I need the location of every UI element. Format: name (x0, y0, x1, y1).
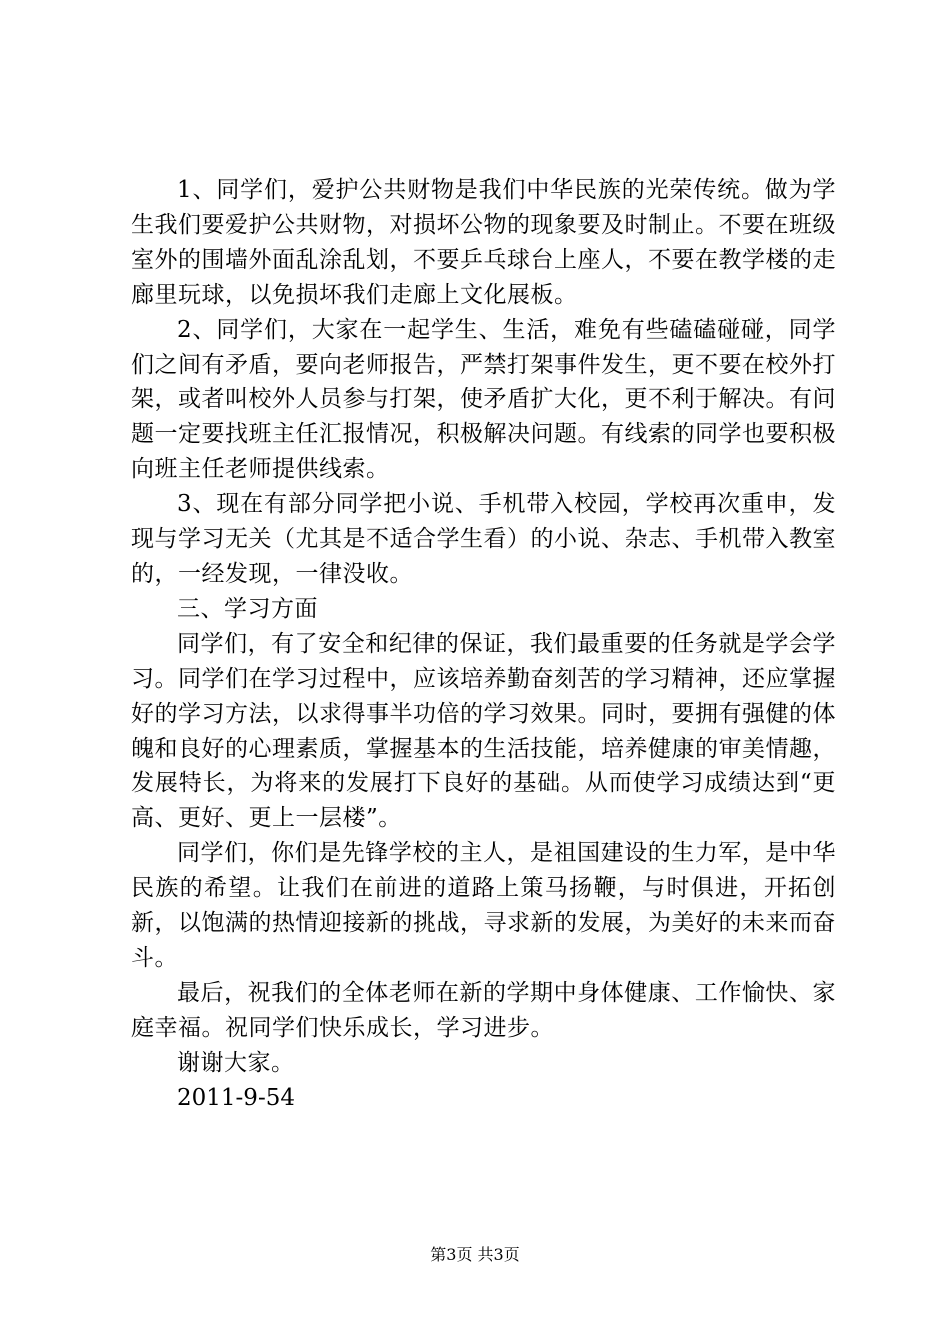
paragraph-conflicts: 2、同学们，大家在一起学生、生活，难免有些磕磕碰碰，同学们之间有矛盾，要向老师报告，严禁打架事件发生，更不要在校外打架，或者叫校外人员参与打架，使矛盾扩大化，更不利于解决。有问题一定要找班主任汇报情况，积极解决问题。有线索的同学也要积极向班主任老师提供线索。 (131, 316, 836, 483)
section-heading-study: 三、学习方面 (177, 595, 318, 622)
paragraph-public-property: 1、同学们，爱护公共财物是我们中华民族的光荣传统。做为学生我们要爱护公共财物，对损坏公物的现象要及时制止。不要在班级室外的围墙外面乱涂乱划，不要乒乓球台上座人，不要在教学楼的走廊里玩球，以免损坏我们走廊上文化展板。 (131, 177, 836, 308)
paragraph-study: 同学们，有了安全和纪律的保证，我们最重要的任务就是学会学习。同学们在学习过程中，应该培养勤奋刻苦的学习精神，还应掌握好的学习方法，以求得事半功倍的学习效果。同时，要拥有强健的体魄和良好的心理素质，掌握基本的生活技能，培养健康的审美情趣，发展特长，为将来的发展打下良好的基础。从而使学习成绩达到“更高、更好、更上一层楼”。 (131, 630, 836, 832)
paragraph-phones-novels: 3、现在有部分同学把小说、手机带入校园，学校再次重申，发现与学习无关（尤其是不适合学生看）的小说、杂志、手机带入教室的，一经发现，一律没收。 (131, 491, 836, 587)
paragraph-thanks: 谢谢大家。 (177, 1049, 295, 1076)
paragraph-future: 同学们，你们是先锋学校的主人，是祖国建设的生力军，是中华民族的希望。让我们在前进的道路上策马扬鞭，与时俱进，开拓创新，以饱满的热情迎接新的挑战，寻求新的发展，为美好的未来而奋斗。 (131, 840, 836, 971)
document-date: 2011-9-54 (177, 1084, 295, 1111)
page-number-footer: 第3页 共3页 (430, 1245, 520, 1264)
document-body (131, 173, 836, 1115)
paragraph-wishes: 最后，祝我们的全体老师在新的学期中身体健康、工作愉快、家庭幸福。祝同学们快乐成长，学习进步。 (131, 979, 836, 1041)
